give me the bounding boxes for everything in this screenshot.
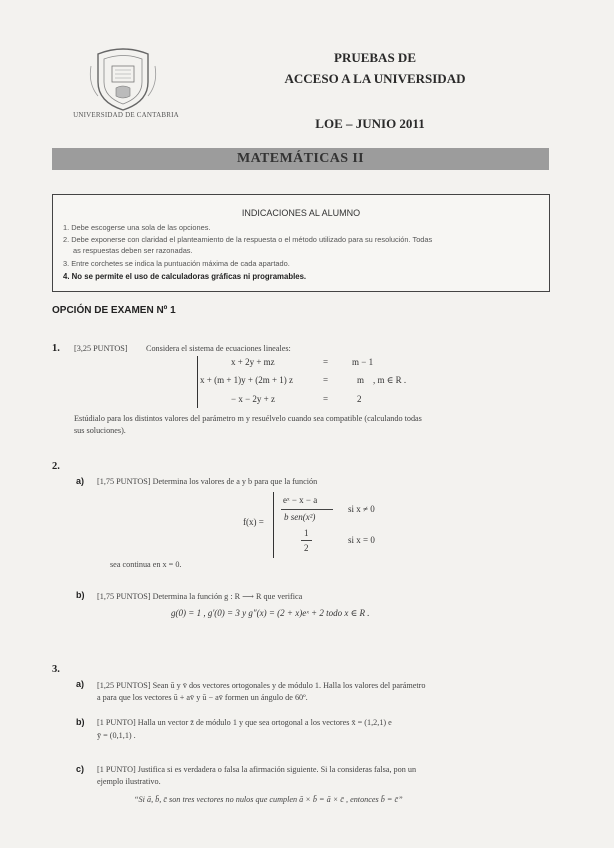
question-2a-label: a) — [76, 476, 85, 486]
question-1-body-line-2: sus soluciones). — [74, 426, 126, 435]
equation-1-rhs: m − 1 — [352, 357, 374, 367]
question-3c-line-1: [1 PUNTO] Justifica si es verdadera o falsa la afirmación siguiente. Si la consideras falsa, pon un — [97, 765, 417, 774]
question-2b-text: [1,75 PUNTOS] Determina la función g : R ⟶ R que verifica — [97, 592, 303, 601]
question-1-number: 1. — [52, 343, 60, 354]
question-1-lead: Considera el sistema de ecuaciones lineales: — [146, 344, 291, 353]
equation-2-lhs: x + (m + 1)y + (2m + 1) z — [200, 375, 294, 385]
question-3a-label: a) — [76, 679, 85, 689]
instructions-title: INDICACIONES AL ALUMNO — [241, 208, 361, 218]
piecewise-brace — [273, 492, 280, 558]
instruction-item-2: 2. Debe exponerse con claridad el planteamiento de la respuesta o el método utilizado para su resolución. Todas — [63, 235, 433, 244]
question-1-body-line-1: Estúdialo para los distintos valores del parámetro m y resuélvelo cuando sea compatible (calculando todas — [74, 414, 422, 423]
question-3c-label: c) — [76, 764, 85, 774]
question-3b-label: b) — [76, 717, 85, 727]
instruction-item-1: 1. Debe escogerse una sola de las opciones. — [63, 223, 211, 232]
equation-3-rhs: 2 — [357, 394, 362, 404]
instruction-item-2-cont: as respuestas deben ser razonadas. — [73, 246, 193, 255]
half-numerator: 1 — [304, 528, 309, 538]
question-3b-line-2: ȳ = (0,1,1) . — [97, 731, 136, 740]
fraction-denominator: b sen(x²) — [284, 512, 316, 522]
condition-nonzero: si x ≠ 0 — [348, 504, 375, 514]
instructions-box — [52, 194, 550, 292]
question-2a-tail: sea continua en x = 0. — [110, 560, 182, 569]
question-3-number: 3. — [52, 664, 60, 675]
question-2a-text: [1,75 PUNTOS] Determina los valores de a y b para que la función — [97, 477, 318, 486]
title-line-2: ACCESO A LA UNIVERSIDAD — [284, 71, 466, 86]
equation-2-condition: , m ∈ R . — [373, 375, 407, 385]
equation-2-rhs: m — [357, 375, 365, 385]
exam-session: LOE – JUNIO 2011 — [315, 116, 425, 131]
question-3c-line-2: ejemplo ilustrativo. — [97, 777, 161, 786]
question-3b-line-1: [1 PUNTO] Halla un vector z̄ de módulo 1 y que sea ortogonal a los vectores x̄ = (1,2,1) e — [97, 718, 392, 727]
title-line-1: PRUEBAS DE — [334, 50, 416, 65]
equation-2-equals: = — [323, 375, 329, 385]
university-name: UNIVERSIDAD DE CANTABRIA — [73, 111, 179, 119]
condition-zero: si x = 0 — [348, 535, 375, 545]
fraction-bar — [281, 509, 333, 510]
subject-title: MATEMÁTICAS II — [236, 151, 365, 166]
question-3c-quote: “Si ā, b̄, c̄ son tres vectores no nulos que cumplen ā × b̄ = ā × c̄ , entonces b̄ = c̄” — [134, 795, 403, 804]
equation-3-equals: = — [323, 394, 329, 404]
fraction-numerator: eˣ − x − a — [283, 495, 318, 505]
question-2-number: 2. — [52, 461, 60, 472]
instruction-item-4: 4. No se permite el uso de calculadoras gráficas ni programables. — [63, 272, 307, 281]
equation-1-lhs: x + 2y + mz — [231, 357, 275, 367]
question-3a-line-1: [1,25 PUNTOS] Sean ū y v̄ dos vectores ortogonales y de módulo 1. Halla los valores del parámetro — [97, 681, 426, 690]
option-title: OPCIÓN DE EXAMEN Nº 1 — [52, 305, 176, 316]
function-name: f(x) = — [243, 517, 264, 527]
instruction-item-3: 3. Entre corchetes se indica la puntuación máxima de cada apartado. — [63, 259, 290, 268]
question-1-points: [3,25 PUNTOS] — [74, 344, 128, 353]
half-denominator: 2 — [304, 543, 309, 553]
subject-banner — [52, 148, 549, 170]
question-3a-line-2: a para que los vectores ū + av̄ y ū − av̄ formen un ángulo de 60º. — [97, 693, 308, 702]
question-2b-label: b) — [76, 590, 85, 600]
question-2b-formula: g(0) = 1 , g′(0) = 3 y g″(x) = (2 + x)eˣ + 2 todo x ∈ R . — [171, 608, 370, 618]
half-bar — [301, 540, 312, 541]
equation-1-equals: = — [323, 357, 329, 367]
university-crest-icon — [88, 46, 158, 112]
equation-3-lhs: − x − 2y + z — [231, 394, 275, 404]
